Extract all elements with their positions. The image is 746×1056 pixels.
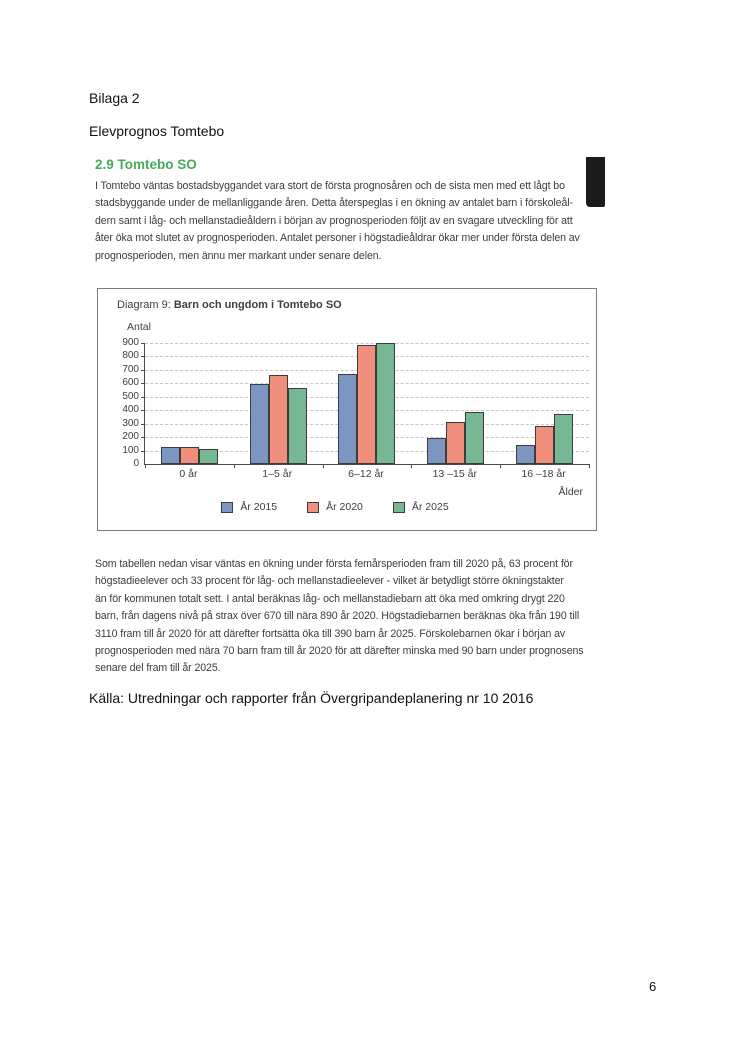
bar — [516, 445, 535, 464]
y-axis-tick-label: 400 — [122, 404, 139, 416]
x-axis-category-label: 1–5 år — [262, 468, 293, 480]
bar — [535, 426, 554, 464]
x-axis-category-labels — [144, 468, 588, 480]
y-axis-tick-label: 800 — [122, 350, 139, 362]
x-axis-category-label: 0 år — [179, 468, 198, 480]
x-axis-tick — [589, 464, 590, 468]
source-reference: Källa: Utredningar och rapporter från Övergripandeplanering nr 10 2016 — [89, 690, 534, 706]
bar — [357, 345, 376, 464]
x-axis-category-label: 16 –18 år — [521, 468, 566, 480]
legend-label: År 2025 — [411, 501, 449, 513]
diagram-9-chart — [97, 288, 597, 531]
y-axis-tick-label: 0 — [133, 458, 139, 469]
text-line: 3110 fram till år 2020 för att därefter fortsätta öka till 390 barn år 2025. Förskolebarnen ökar i början av — [95, 627, 566, 640]
bar — [288, 388, 307, 464]
text-line: stadsbyggande under de mellanliggande åren. Detta återspeglas i en ökning av antalet barn i förskoleål- — [95, 197, 573, 210]
bar-group — [323, 343, 412, 464]
x-axis-category-label: 13 –15 år — [432, 468, 477, 480]
legend-item — [221, 501, 277, 513]
bar — [180, 447, 199, 464]
y-axis-tick-labels — [106, 337, 144, 469]
bar-group — [145, 343, 234, 464]
text-line: högstadieelever och 33 procent för låg- och mellanstadieelever - vilket är betydligt större ökningstakter — [95, 575, 564, 588]
section-heading: 2.9 Tomtebo SO — [95, 157, 197, 172]
bar — [446, 422, 465, 464]
x-axis-title: Ålder — [558, 486, 583, 498]
scrollbar-thumb-artifact — [586, 157, 605, 207]
y-axis-tick-label: 900 — [122, 337, 139, 348]
text-line: dern samt i låg- och mellanstadieåldern i början av prognosperioden följt av en svagare utveckling för att — [95, 214, 573, 227]
y-axis-tick-label: 500 — [122, 390, 139, 402]
y-axis-tick-label: 600 — [122, 377, 139, 389]
chart-title — [117, 299, 342, 311]
y-axis-tick-label: 100 — [122, 444, 139, 456]
analysis-paragraph — [95, 556, 607, 678]
bar — [199, 449, 218, 464]
legend-swatch-icon — [307, 502, 319, 513]
bar — [250, 384, 269, 464]
chart-legend — [98, 501, 572, 513]
legend-item — [393, 501, 449, 513]
chart-title-prefix: Diagram 9: — [117, 299, 174, 311]
bar — [161, 447, 180, 464]
legend-swatch-icon — [393, 502, 405, 513]
bar-group — [411, 343, 500, 464]
bar — [554, 414, 573, 464]
legend-item — [307, 501, 363, 513]
bar-group — [500, 343, 589, 464]
y-axis-tick-label: 200 — [122, 431, 139, 443]
legend-swatch-icon — [221, 502, 233, 513]
intro-paragraph — [95, 178, 607, 265]
text-line: prognosperioden, men ännu mer markant under senare delen. — [95, 249, 382, 262]
bar — [269, 375, 288, 464]
text-line: I Tomtebo väntas bostadsbyggandet vara stort de första prognosåren och de sista men med ett lågt bo — [95, 180, 565, 192]
text-line: prognosperioden med nära 70 barn fram till år 2020 för att därefter minska med 90 barn under prognosens — [95, 645, 584, 658]
bar — [376, 343, 395, 464]
plot-area — [144, 343, 589, 465]
text-line: än för kommunen totalt sett. I antal beräknas låg- och mellanstadiebarn att öka med omkring drygt 220 — [95, 592, 565, 605]
bar-group — [234, 343, 323, 464]
legend-label: År 2015 — [240, 501, 278, 513]
x-axis-category-label: 6–12 år — [348, 468, 384, 480]
page-number: 6 — [649, 979, 657, 994]
text-line: senare del fram till år 2025. — [95, 662, 221, 675]
page-title: Elevprognos Tomtebo — [89, 123, 225, 139]
legend-label: År 2020 — [326, 501, 363, 513]
text-line: barn, från dagens nivå på strax över 670 till nära 890 år 2020. Högstadiebarnen beräknas öka från 190 till — [95, 610, 580, 623]
chart-title-main: Barn och ungdom i Tomtebo SO — [173, 299, 342, 311]
report-snippet — [95, 157, 607, 265]
attachment-heading: Bilaga 2 — [89, 90, 140, 106]
bar — [427, 438, 446, 464]
y-axis-title: Antal — [127, 321, 151, 333]
text-line: Som tabellen nedan visar väntas en ökning under första femårsperioden fram till 2020 på, 63 procent för — [95, 558, 573, 570]
y-axis-tick-label: 700 — [122, 363, 139, 375]
text-line: åter öka mot slutet av prognosperioden. Antalet personer i högstadieåldrar ökar mer under första delen av — [95, 232, 580, 245]
bar — [465, 412, 484, 464]
bar — [338, 374, 357, 464]
y-axis-tick-label: 300 — [122, 417, 139, 429]
